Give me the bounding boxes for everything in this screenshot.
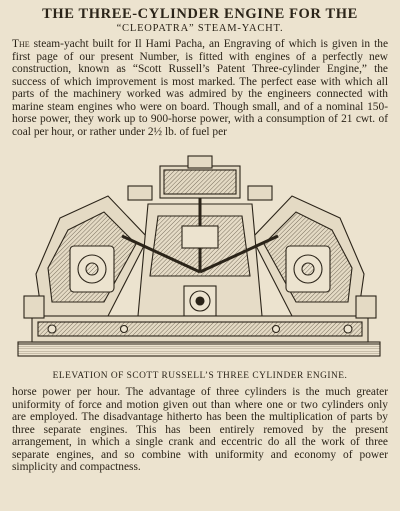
article-subtitle: “CLEOPATRA” STEAM-YACHT. — [116, 23, 284, 34]
drop-lead: The — [12, 38, 30, 50]
intro-text: steam-yacht built for Il Hami Pacha, an Engraving of which is given in the first page of our present Number, is fitted with engines of a perfectly new construction, known as “Scott Russell’s Patent Three-cylinder Engine,” the success of which improvement is most marked. The perfect ease with which all parts of the machinery worked was admired by the engineers connected with marine steam engines who were on board. Though small, and of a nominal 150-horse power, they work up to 900-horse power, with a consumption of 21 cwt. of coal per hour, or rather under 2½ lb. of fuel per — [12, 38, 388, 138]
figure-caption: ELEVATION OF SCOTT RUSSELL’S THREE CYLINDER ENGINE. — [52, 371, 348, 381]
engine-illustration — [12, 146, 388, 368]
continuation-paragraph: horse power per hour. The advantage of three cylinders is the much greater uniformity of force and motion given out than where one or two cylinders only are employed. The disadvantage hitherto has been the multiplication of parts by three separate engines. This has been entirely removed by the present arrangement, in which a single crank and eccentric do all the work of three separate engines, and so combine with uniformity and economy of power simplicity and compactness. — [12, 386, 388, 473]
engine-engraving — [12, 146, 388, 368]
article-title: THE THREE-CYLINDER ENGINE FOR THE — [42, 6, 358, 22]
intro-paragraph — [12, 38, 388, 138]
